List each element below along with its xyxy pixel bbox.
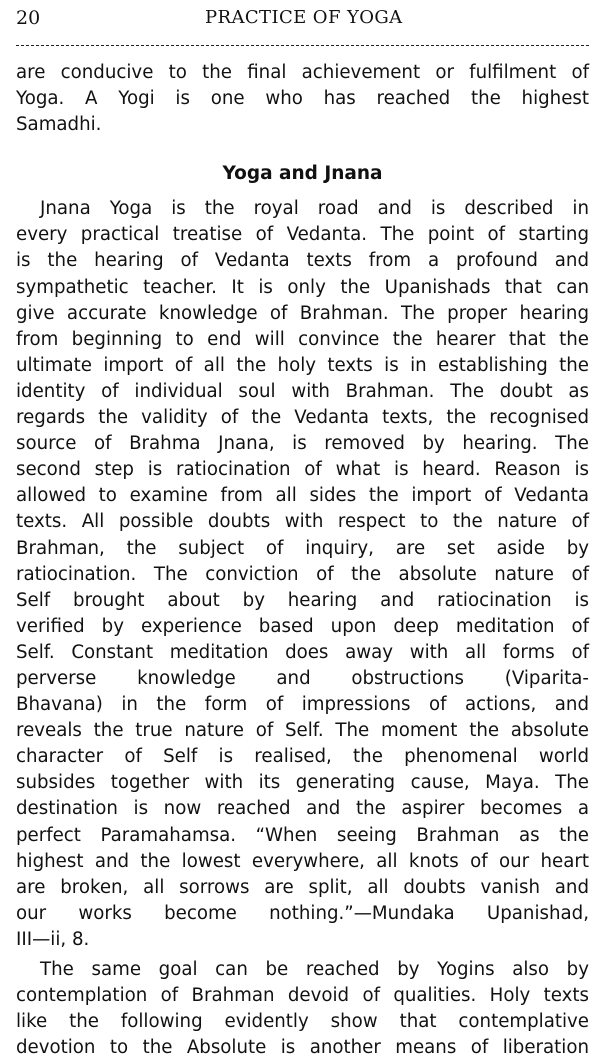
text-line: are conducive to the final achievement or fulfilment of [16, 62, 589, 83]
text-line: source of Brahma Jnana, is removed by hearing. The [16, 433, 589, 455]
header-divider [16, 45, 589, 46]
text-line: highest and the lowest everywhere, all knots of our heart [16, 850, 589, 872]
text-line: Self brought about by hearing and ratiocination is [16, 589, 589, 611]
text-line: give accurate knowledge of Brahman. The proper hearing [16, 302, 589, 324]
text-line: subsides together with its generating cause, Maya. The [16, 772, 589, 794]
text-line: are broken, all sorrows are split, all doubts vanish and [16, 876, 589, 898]
text-line: second step is ratiocination of what is heard. Reason is [16, 459, 589, 481]
section-heading: Yoga and Jnana [222, 163, 383, 185]
text-line: Yoga. A Yogi is one who has reached the highest [16, 88, 589, 110]
paragraph-jnana-yoga [16, 196, 589, 953]
text-line: like the following evidently show that contemplative [16, 1011, 589, 1033]
paragraph-same-goal [16, 957, 589, 1061]
text-line: regards the validity of the Vedanta texts, the recognised [16, 407, 589, 429]
text-line: allowed to examine from all sides the import of Vedanta [16, 485, 589, 507]
text-line: every practical treatise of Vedanta. The point of starting [16, 224, 589, 246]
text-line: Samadhi. [16, 114, 102, 136]
text-line: texts. All possible doubts with respect to the nature of [16, 511, 589, 533]
text-line: Brahman, the subject of inquiry, are set aside by [16, 537, 589, 559]
text-line: sympathetic teacher. It is only the Upanishads that can [16, 276, 589, 298]
text-line: reveals the true nature of Self. The moment the absolute [16, 720, 589, 742]
text-line: ultimate import of all the holy texts is in establishing the [16, 354, 589, 376]
text-line: from beginning to end will convince the hearer that the [16, 328, 589, 350]
text-line: character of Self is realised, the phenomenal world [16, 746, 589, 768]
continuation-paragraph [16, 60, 589, 138]
page-number: 20 [16, 7, 41, 29]
text-line: destination is now reached and the aspirer becomes a [16, 798, 589, 820]
page-header [0, 6, 600, 32]
text-line: identity of individual soul with Brahman. The doubt as [16, 380, 589, 402]
text-line: The same goal can be reached by Yogins also by [40, 959, 589, 980]
running-title: PRACTICE OF YOGA [205, 7, 403, 28]
body-text [16, 60, 589, 1061]
text-line: Jnana Yoga is the royal road and is described in [40, 198, 589, 220]
text-line: devotion to the Absolute is another means of liberation [16, 1037, 589, 1059]
text-line: contemplation of Brahman devoid of qualities. Holy texts [16, 985, 589, 1007]
text-line: Self. Constant meditation does away with all forms of [16, 641, 589, 663]
text-line: Bhavana) in the form of impressions of actions, and [16, 694, 589, 716]
text-line: our works become nothing.”—Mundaka Upanishad, [16, 902, 589, 924]
text-line: perverse knowledge and obstructions (Viparita- [16, 667, 589, 689]
text-line: is the hearing of Vedanta texts from a profound and [16, 250, 589, 272]
text-line: verified by experience based upon deep meditation of [16, 615, 589, 637]
text-line: perfect Paramahamsa. “When seeing Brahman as the [16, 824, 589, 846]
text-line: III—ii, 8. [16, 928, 90, 950]
text-line: ratiocination. The conviction of the absolute nature of [16, 563, 589, 585]
